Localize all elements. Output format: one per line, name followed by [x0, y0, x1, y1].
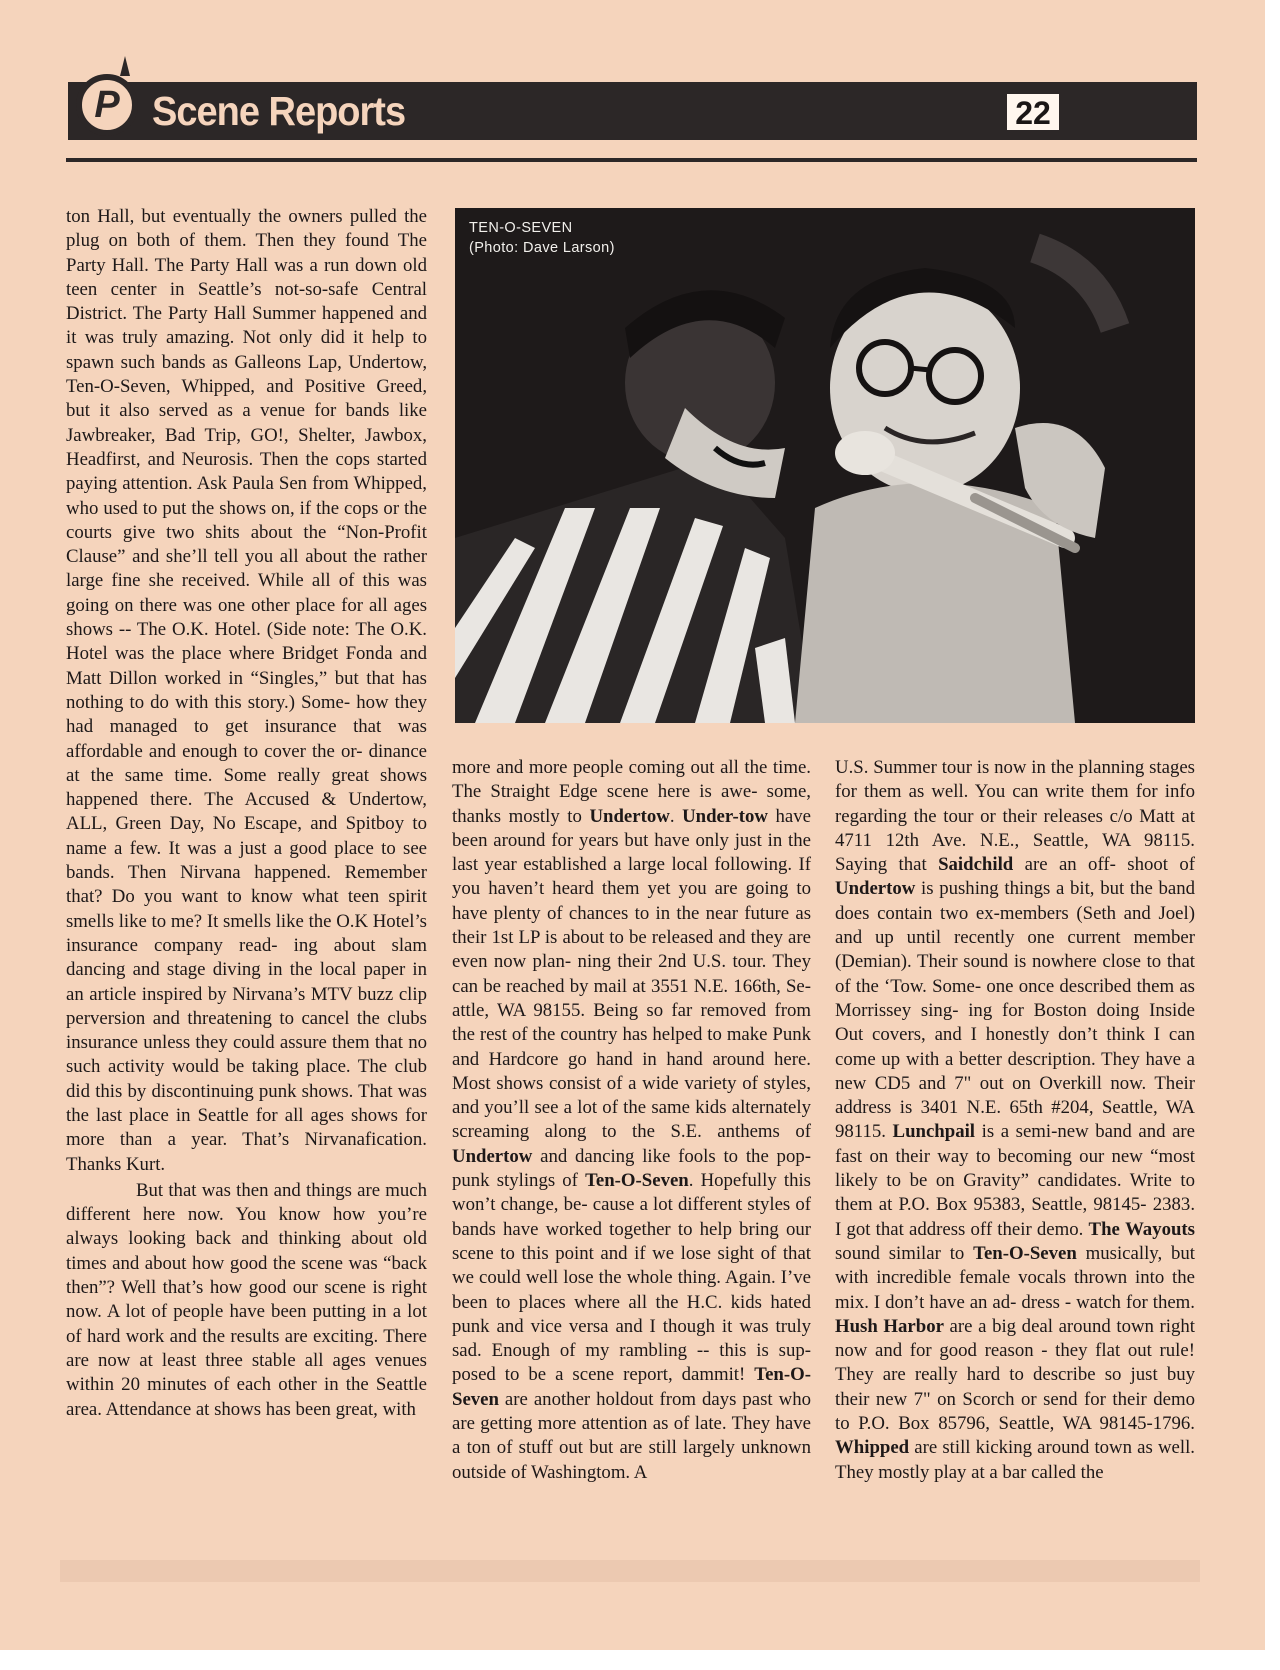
c1-p1-line-23: how they had managed to get insurance that [66, 691, 427, 738]
c1-p1-line-24: was affordable and enough to cover the or- [66, 716, 427, 762]
c2-line-06: local following. If you haven’t heard them [452, 854, 811, 900]
c3-line-09: current member (Demian). Their sound is [835, 927, 1195, 973]
section-header-bar [68, 82, 1197, 140]
band-wayouts-cont: Wayouts [1125, 1218, 1195, 1240]
c2-line-18a: S.E. anthems of [670, 1121, 811, 1143]
c1-p1-line-40: the last place in Seattle for all ages shows [66, 1104, 398, 1126]
c1-p1-line-20: Hotel was the place where Bridget Fonda [66, 643, 393, 665]
band-the-wayouts: The [1088, 1218, 1120, 1240]
c2-line-17: same kids alternately screaming along to the [452, 1097, 811, 1143]
page-bottom-shading [60, 1560, 1200, 1582]
caption-credit: (Photo: Dave Larson) [469, 240, 615, 256]
c3-line-16: is 3401 N.E. 65th #204, Seattle, WA 98115. [835, 1097, 1195, 1143]
page-number: 22 [1005, 92, 1061, 132]
c1-p1-line-38: activity would be taking place. The club did [66, 1056, 427, 1102]
c2-line-30: who are getting more attention as of late. [452, 1388, 811, 1435]
c3-line-20: to them at P.O. Box 95383, Seattle, 98145- [835, 1170, 1196, 1216]
band-undertow-2: Undertow [452, 1145, 533, 1167]
band-saidchild: Saidchild [938, 854, 1014, 876]
c1-p1-line-28: Spitboy to name a few. It was a just a good [66, 813, 427, 859]
band-undertow: Undertow [589, 805, 670, 827]
column-1 [66, 205, 427, 1422]
c1-p1-line-01: ton Hall, but eventually the owners pulled [66, 206, 397, 227]
c2-line-09: to be released and they are even now plan- [452, 927, 811, 973]
band-ten-o-seven-3: Ten-O-Seven [973, 1242, 1077, 1264]
c3-line-29: 7" on Scorch or send for their demo to P.O. [835, 1388, 1195, 1435]
c3-line-05c: are an off- [1013, 854, 1116, 876]
c1-p1-line-10: for bands like Jawbreaker, Bad Trip, GO!, [66, 400, 428, 446]
c2-line-03a: some, thanks mostly to [452, 781, 811, 827]
c1-p1-line-11: Shelter, Jawbox, Headfirst, and Neurosis. [66, 424, 427, 470]
c2-line-01: more and more people coming out all the [452, 757, 768, 778]
logo-letter: P [94, 84, 120, 126]
c3-line-31b: are still kicking around town as [909, 1437, 1153, 1459]
c1-p1-line-17: she received. While all of this was going on [66, 570, 427, 616]
band-ten-o-seven-2-cont: O-Seven [452, 1364, 811, 1410]
paragraph-1 [66, 205, 427, 1177]
c3-line-10: nowhere close to that of the ‘Tow. Some- [835, 951, 1195, 997]
c1-p2-line-06: good our scene is right now. A lot of people [66, 1277, 427, 1323]
photo-caption [469, 218, 615, 258]
c3-line-11: one once described them as Morrissey sing- [835, 975, 1195, 1021]
c2-line-13: from the rest of the country has helped to [452, 999, 811, 1046]
c3-line-22b: sound similar to [835, 1242, 974, 1264]
c3-line-15: and 7" out on Overkill now. Their address [835, 1072, 1196, 1119]
band-photo [455, 208, 1195, 723]
c2-line-26: punk and vice versa and I though it was truly [452, 1315, 811, 1337]
band-undertow-hyphen: Under- [682, 805, 739, 827]
header-rule [66, 158, 1197, 162]
c2-line-02: time. The Straight Edge scene here is awe- [452, 757, 811, 803]
c1-p1-line-15: two shits about the “Non-Profit Clause” and [66, 521, 427, 568]
c2-line-05: only just in the last year established a large [452, 829, 812, 876]
c2-line-07: yet you are going to have plenty of chances [452, 878, 812, 924]
c3-line-25a: dress - watch for them. [1021, 1291, 1195, 1313]
c2-line-25: been to places where all the H.C. kids hated [452, 1291, 811, 1313]
c1-p1-line-25: dinance at the same time. Some really great [66, 740, 428, 786]
c3-line-08: (Seth and Joel) and up until recently one [835, 902, 1195, 949]
c2-line-20b: . Hopefully this won’t change, be- [452, 1170, 811, 1216]
c1-p1-line-39: this by discontinuing punk shows. That was [95, 1080, 427, 1102]
c1-p1-line-16: she’ll tell you all about the rather large fine [66, 546, 427, 592]
c1-p1-line-18: there was one other place for all ages shows [66, 594, 428, 641]
c2-line-03c: . [669, 805, 683, 827]
c2-line-31: They have a ton of stuff out but are still [452, 1413, 811, 1459]
c2-line-14: make Punk and Hardcore go hand in hand [452, 1024, 811, 1070]
c2-line-24: could well lose the whole thing. Again. I’ve [479, 1267, 811, 1289]
c2-line-04b: have been around for years but have [452, 805, 811, 851]
c1-p1-line-04: down old teen center in Seattle’s not-so-safe [66, 254, 428, 300]
logo-spike [120, 56, 130, 76]
c3-line-14: better description. They have a new CD5 [835, 1048, 1195, 1094]
c3-line-01: U.S. Summer tour is now in the planning [835, 757, 1145, 778]
c2-line-22: worked together to help bring our scene to [452, 1218, 812, 1264]
c1-p1-line-12: Then the cops started paying attention. Ask [66, 448, 427, 495]
c1-p2-line-07: have been putting in a lot of hard work and [66, 1301, 427, 1347]
c1-p1-line-30: Remember that? Do you want to know what [66, 862, 427, 908]
band-undertow-cont: tow [738, 805, 768, 827]
c3-line-23: musically, but with incredible female vocals [835, 1242, 1195, 1289]
c1-p1-line-02: the plug on both of them. Then they found [66, 206, 428, 252]
column-2 [452, 756, 811, 1485]
c1-p1-line-26: shows happened there. The Accused & [66, 764, 428, 811]
c1-p1-line-33: ing about slam dancing and stage diving in [66, 934, 427, 981]
column-3-text [835, 756, 1195, 1485]
c3-line-19: likely to be on Gravity” candidates. Write [835, 1170, 1172, 1192]
c3-line-30: Box 85796, Seattle, WA 98145-1796. [898, 1413, 1195, 1435]
c2-line-27: sad. Enough of my rambling -- this is sup- [452, 1340, 811, 1362]
c2-line-23: this point and if we lose sight of that we [452, 1242, 811, 1289]
c1-p2-line-02: much different here now. You know how [66, 1179, 427, 1226]
c1-p1-line-34: the local paper in an article inspired by [66, 959, 427, 1005]
c3-line-26: a big deal around town right now and for [835, 1315, 1195, 1362]
c3-line-02: stages for them as well. You can write them [835, 757, 1195, 803]
c1-p1-line-05: Central District. The Party Hall Summer [66, 278, 427, 325]
section-title: Scene Reports [152, 89, 406, 135]
caption-band-name: TEN-O-SEVEN [469, 220, 573, 236]
c1-p1-line-08: Lap, Undertow, Ten-O-Seven, Whipped, and [66, 351, 428, 398]
c1-p1-line-07: did it help to spawn such bands as Galleons [66, 327, 428, 373]
c2-line-21: cause a lot different styles of bands have [452, 1194, 811, 1240]
band-ten-o-seven-cont: Seven [641, 1170, 689, 1192]
c1-p1-line-21: and Matt Dillon worked in “Singles,” but [66, 643, 427, 689]
c1-p1-line-41: for more than a year. That’s Nirvanafication. [66, 1104, 427, 1151]
band-lunchpail: Lunchpail [892, 1121, 976, 1143]
c3-line-12: ing for Boston doing Inside Out covers, and [835, 999, 1195, 1046]
c1-p1-line-03: The Party Hall. The Party Hall was a run [66, 230, 427, 276]
c2-line-19a: fools to the pop-punk stylings of [452, 1145, 811, 1192]
c3-line-24: thrown into the mix. I don’t have an ad- [835, 1267, 1195, 1313]
c1-p1-line-22: that has nothing to do with this story.) Some- [66, 667, 427, 713]
c2-line-18c: and dancing like [532, 1145, 671, 1167]
c3-line-06c: is pushing things a bit, [915, 878, 1095, 900]
c1-p2-line-03: you’re always looking back and thinking [66, 1204, 427, 1250]
c1-p2-line-11: Attendance at shows has been great, with [105, 1398, 416, 1420]
column-3 [835, 756, 1195, 1485]
c3-line-07: but the band does contain two ex-members [835, 878, 1196, 924]
c3-line-25c: are [943, 1315, 973, 1337]
band-ten-o-seven-2: Ten- [754, 1364, 791, 1386]
c2-line-10: ning their 2nd U.S. tour. They can be [452, 951, 811, 997]
column-2-text [452, 756, 811, 1485]
c1-p2-line-04: about old times and about how good the [66, 1228, 427, 1274]
c1-p1-line-06: happened and it was truly amazing. Not only [66, 303, 428, 349]
c1-p2-line-05: scene was “back then”? Well that’s how [66, 1252, 427, 1299]
c3-line-13: I honestly don’t think I can come up with a [835, 1024, 1195, 1070]
c1-p1-line-19: -- The O.K. Hotel. (Side note: The O.K. [118, 619, 428, 641]
c2-line-29b: are another holdout from days past [498, 1388, 773, 1410]
photo-illustration [455, 208, 1195, 723]
c3-line-06a: shoot of [1127, 854, 1195, 876]
c1-p1-line-27: Undertow, ALL, Green Day, No Escape, and [66, 789, 427, 835]
paragraph-2 [66, 1179, 427, 1422]
c1-p2-line-08: the results are exciting. There are now at [66, 1325, 427, 1371]
c1-p1-line-36: threatening to cancel the clubs insurance [66, 1007, 427, 1054]
c1-p1-line-37: unless they could assure them that no such [66, 1032, 427, 1078]
c3-line-05a: 98115. Saying that [835, 829, 1195, 876]
c3-line-28: really hard to describe so just buy their new [835, 1364, 1196, 1410]
c1-p1-line-13: Paula Sen from Whipped, who used to put [66, 473, 427, 519]
c2-line-32: largely unknown outside of Washingtom. A [452, 1437, 811, 1483]
c2-line-12: attle, WA 98155. Being so far removed [452, 999, 767, 1021]
c1-p1-line-31: teen spirit smells like to me? It smells like [66, 886, 427, 932]
band-undertow-3: Undertow [835, 878, 916, 900]
c1-p2-line-01: But that was then and things are [136, 1179, 381, 1201]
c3-line-03: for info regarding the tour or their releases [835, 781, 1195, 827]
c2-line-15: around here. Most shows consist of a wide [452, 1048, 811, 1094]
c1-p1-line-29: place to see bands. Then Nirvana happened. [66, 837, 427, 884]
c2-line-28a: posed to be a scene report, dammit! [452, 1364, 755, 1386]
c1-p1-line-32: the O.K Hotel’s insurance company read- [66, 910, 427, 956]
c1-p1-line-35: Nirvana’s MTV buzz clip perversion and [66, 983, 427, 1029]
c1-p2-line-09: least three stable all ages venues within 20 [66, 1349, 427, 1396]
c1-p2-line-10: minutes of each other in the Seattle area. [66, 1374, 427, 1420]
band-whipped: Whipped [835, 1437, 910, 1459]
c3-line-21a: 2383. I got that address off their demo. [835, 1194, 1196, 1240]
c3-line-18: on their way to becoming our new “most [869, 1145, 1195, 1167]
c1-p1-line-09: Positive Greed, but it also served as a venue [66, 376, 428, 422]
c2-line-11: reached by mail at 3551 N.E. 166th, Se- [506, 975, 811, 997]
band-ten-o-seven: Ten-O- [585, 1170, 642, 1192]
punk-planet-logo [76, 74, 138, 136]
c3-line-17b: is a semi-new band and are fast [835, 1121, 1195, 1167]
band-hush-harbor: Hush Harbor [835, 1315, 944, 1337]
c3-line-04: c/o Matt at 4711 12th Ave. N.E., Seattle, WA [835, 805, 1195, 851]
c1-p1-line-42: Thanks Kurt. [66, 1153, 166, 1175]
c3-line-27: good reason - they flat out rule! They are [835, 1340, 1195, 1386]
c2-line-16: variety of styles, and you’ll see a lot of the [452, 1072, 811, 1119]
c3-line-32: well. They mostly play at a bar called the [835, 1437, 1195, 1483]
c2-line-08: to in the near future as their 1st LP is about [452, 902, 812, 949]
c1-p1-line-14: the shows on, if the cops or the courts give [66, 497, 427, 543]
